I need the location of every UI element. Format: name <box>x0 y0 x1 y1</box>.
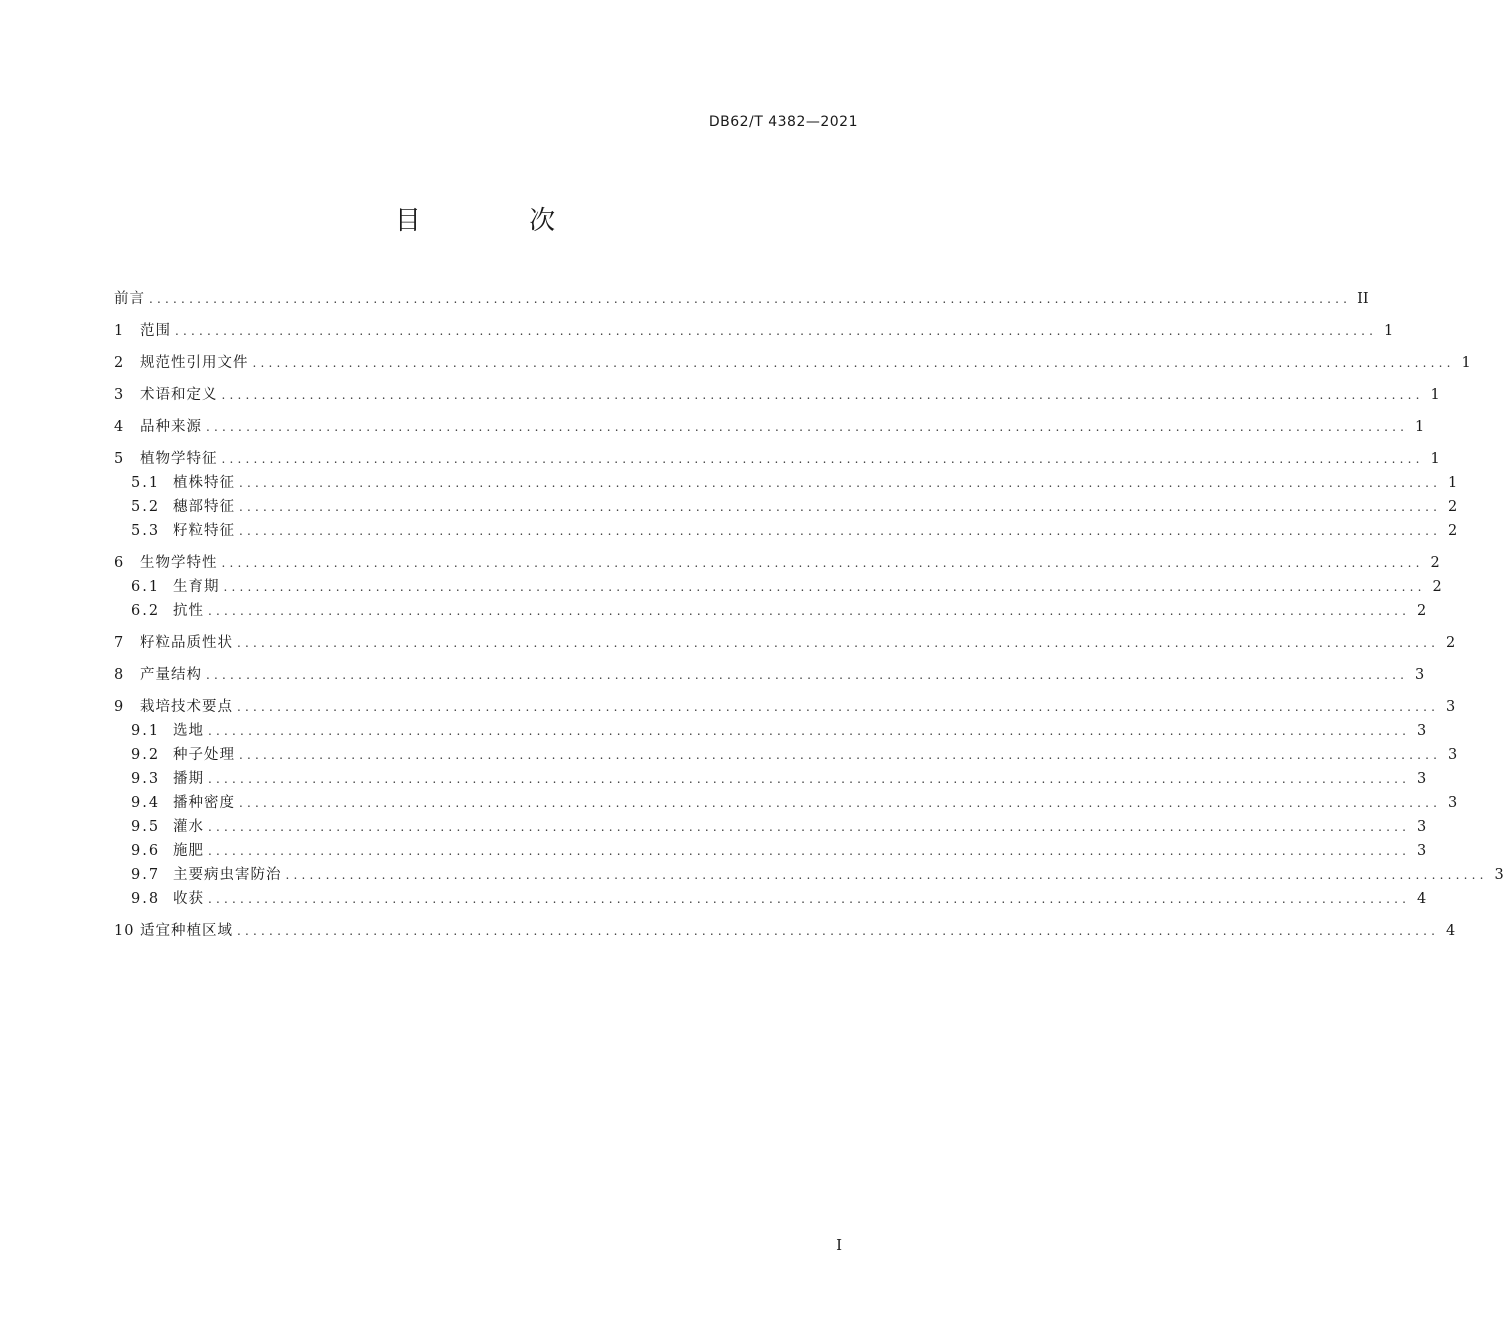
toc-number: 5 <box>114 451 125 467</box>
toc-leader: ...................................................................................................................................................... <box>206 668 1409 682</box>
toc-label: 收获 <box>173 891 204 907</box>
toc-number: 9.5 <box>131 819 161 835</box>
toc-leader: ...................................................................................................................................................... <box>221 452 1424 466</box>
toc-label: 选地 <box>173 723 204 739</box>
toc-label: 术语和定义 <box>140 387 218 403</box>
toc-page: 3 <box>1447 747 1458 763</box>
toc-leader: ...................................................................................................................................................... <box>237 924 1440 938</box>
toc-label: 品种来源 <box>140 419 202 435</box>
toc-label: 籽粒特征 <box>173 523 235 539</box>
toc-entry-foreword[interactable] <box>114 287 1369 311</box>
toc-page: 3 <box>1416 819 1427 835</box>
toc-entry-10[interactable] <box>114 919 1456 943</box>
toc-page: 2 <box>1445 635 1456 651</box>
page-folio: I <box>836 1236 842 1254</box>
toc-leader: ...................................................................................................................................................... <box>206 420 1409 434</box>
toc-number: 9.7 <box>131 867 161 883</box>
toc-leader: ...................................................................................................................................................... <box>239 500 1442 514</box>
toc-label: 栽培技术要点 <box>140 699 233 715</box>
toc-leader: ...................................................................................................................................................... <box>239 796 1442 810</box>
toc-label: 穗部特征 <box>173 499 235 515</box>
toc-page: 2 <box>1447 523 1458 539</box>
toc-page: II <box>1357 291 1369 307</box>
toc-page: 3 <box>1416 771 1427 787</box>
toc-entry-5-1[interactable] <box>114 471 1458 495</box>
toc-leader: ...................................................................................................................................................... <box>252 356 1455 370</box>
toc-entry-5[interactable] <box>114 447 1440 471</box>
toc-leader: ...................................................................................................................................................... <box>239 476 1442 490</box>
document-code: DB62/T 4382—2021 <box>708 114 858 130</box>
toc-label: 适宜种植区域 <box>140 923 233 939</box>
toc-page: 3 <box>1494 867 1504 883</box>
toc-leader: ...................................................................................................................................................... <box>149 292 1352 306</box>
toc-leader: ...................................................................................................................................................... <box>239 524 1442 538</box>
toc-number: 6.1 <box>131 579 161 595</box>
toc-page: 3 <box>1414 667 1425 683</box>
toc-entry-9-1[interactable] <box>114 719 1427 743</box>
toc-page: 4 <box>1445 923 1456 939</box>
toc-page: 1 <box>1414 419 1425 435</box>
toc-number: 9.4 <box>131 795 161 811</box>
toc-page: 1 <box>1447 475 1458 491</box>
toc-leader: ...................................................................................................................................................... <box>221 388 1424 402</box>
toc-page: 2 <box>1430 555 1440 571</box>
table-of-contents <box>114 287 1504 943</box>
toc-leader: ...................................................................................................................................................... <box>208 820 1411 834</box>
toc-number: 2 <box>114 355 125 371</box>
toc-entry-6[interactable] <box>114 551 1440 575</box>
toc-number: 10 <box>114 923 135 939</box>
toc-entry-4[interactable] <box>114 415 1425 439</box>
toc-entry-6-1[interactable] <box>114 575 1442 599</box>
toc-number: 9.6 <box>131 843 161 859</box>
toc-number: 9.1 <box>131 723 161 739</box>
toc-label: 前言 <box>114 291 145 307</box>
toc-entry-9-5[interactable] <box>114 815 1427 839</box>
toc-entry-9-3[interactable] <box>114 767 1427 791</box>
toc-number: 7 <box>114 635 125 651</box>
toc-label: 植株特征 <box>173 475 235 491</box>
toc-number: 8 <box>114 667 125 683</box>
toc-leader: ...................................................................................................................................................... <box>237 636 1440 650</box>
toc-page: 3 <box>1447 795 1458 811</box>
toc-number: 3 <box>114 387 125 403</box>
toc-page: 1 <box>1461 355 1471 371</box>
toc-page: 1 <box>1430 387 1440 403</box>
toc-label: 主要病虫害防治 <box>173 867 282 883</box>
toc-label: 生物学特性 <box>140 555 218 571</box>
toc-label: 规范性引用文件 <box>140 355 249 371</box>
toc-entry-9-6[interactable] <box>114 839 1427 863</box>
toc-label: 植物学特征 <box>140 451 218 467</box>
toc-entry-5-3[interactable] <box>114 519 1458 543</box>
toc-label: 灌水 <box>173 819 204 835</box>
toc-entry-7[interactable] <box>114 631 1456 655</box>
toc-leader: ...................................................................................................................................................... <box>223 580 1426 594</box>
toc-page: 1 <box>1383 323 1394 339</box>
toc-entry-9[interactable] <box>114 695 1456 719</box>
page-title: 目 次 <box>394 206 606 236</box>
toc-number: 1 <box>114 323 125 339</box>
toc-leader: ...................................................................................................................................................... <box>221 556 1424 570</box>
toc-number: 9.3 <box>131 771 161 787</box>
toc-entry-6-2[interactable] <box>114 599 1427 623</box>
toc-page: 3 <box>1416 723 1427 739</box>
toc-label: 抗性 <box>173 603 204 619</box>
toc-leader: ...................................................................................................................................................... <box>208 892 1411 906</box>
toc-label: 籽粒品质性状 <box>140 635 233 651</box>
toc-page: 4 <box>1416 891 1427 907</box>
toc-page: 3 <box>1445 699 1456 715</box>
toc-entry-9-4[interactable] <box>114 791 1458 815</box>
toc-label: 播种密度 <box>173 795 235 811</box>
toc-page: 2 <box>1416 603 1427 619</box>
toc-number: 5.2 <box>131 499 161 515</box>
toc-label: 施肥 <box>173 843 204 859</box>
toc-entry-9-7[interactable] <box>114 863 1504 887</box>
toc-number: 5.1 <box>131 475 161 491</box>
toc-entry-1[interactable] <box>114 319 1394 343</box>
toc-leader: ...................................................................................................................................................... <box>237 700 1440 714</box>
toc-page: 2 <box>1447 499 1458 515</box>
toc-number: 6 <box>114 555 125 571</box>
toc-number: 9.8 <box>131 891 161 907</box>
toc-leader: ...................................................................................................................................................... <box>208 772 1411 786</box>
toc-entry-9-2[interactable] <box>114 743 1458 767</box>
toc-number: 5.3 <box>131 523 161 539</box>
toc-leader: ...................................................................................................................................................... <box>208 604 1411 618</box>
toc-label: 种子处理 <box>173 747 235 763</box>
toc-page: 1 <box>1430 451 1440 467</box>
toc-leader: ...................................................................................................................................................... <box>175 324 1378 338</box>
toc-entry-2[interactable] <box>114 351 1471 375</box>
toc-label: 播期 <box>173 771 204 787</box>
toc-label: 生育期 <box>173 579 220 595</box>
toc-entry-8[interactable] <box>114 663 1425 687</box>
toc-entry-3[interactable] <box>114 383 1440 407</box>
toc-label: 产量结构 <box>140 667 202 683</box>
toc-leader: ...................................................................................................................................................... <box>208 844 1411 858</box>
toc-page: 2 <box>1432 579 1442 595</box>
toc-number: 4 <box>114 419 125 435</box>
toc-leader: ...................................................................................................................................................... <box>285 868 1488 882</box>
toc-number: 6.2 <box>131 603 161 619</box>
toc-entry-5-2[interactable] <box>114 495 1458 519</box>
toc-page: 3 <box>1416 843 1427 859</box>
toc-label: 范围 <box>140 323 171 339</box>
toc-number: 9 <box>114 699 125 715</box>
toc-number: 9.2 <box>131 747 161 763</box>
toc-entry-9-8[interactable] <box>114 887 1427 911</box>
toc-leader: ...................................................................................................................................................... <box>239 748 1442 762</box>
toc-leader: ...................................................................................................................................................... <box>208 724 1411 738</box>
